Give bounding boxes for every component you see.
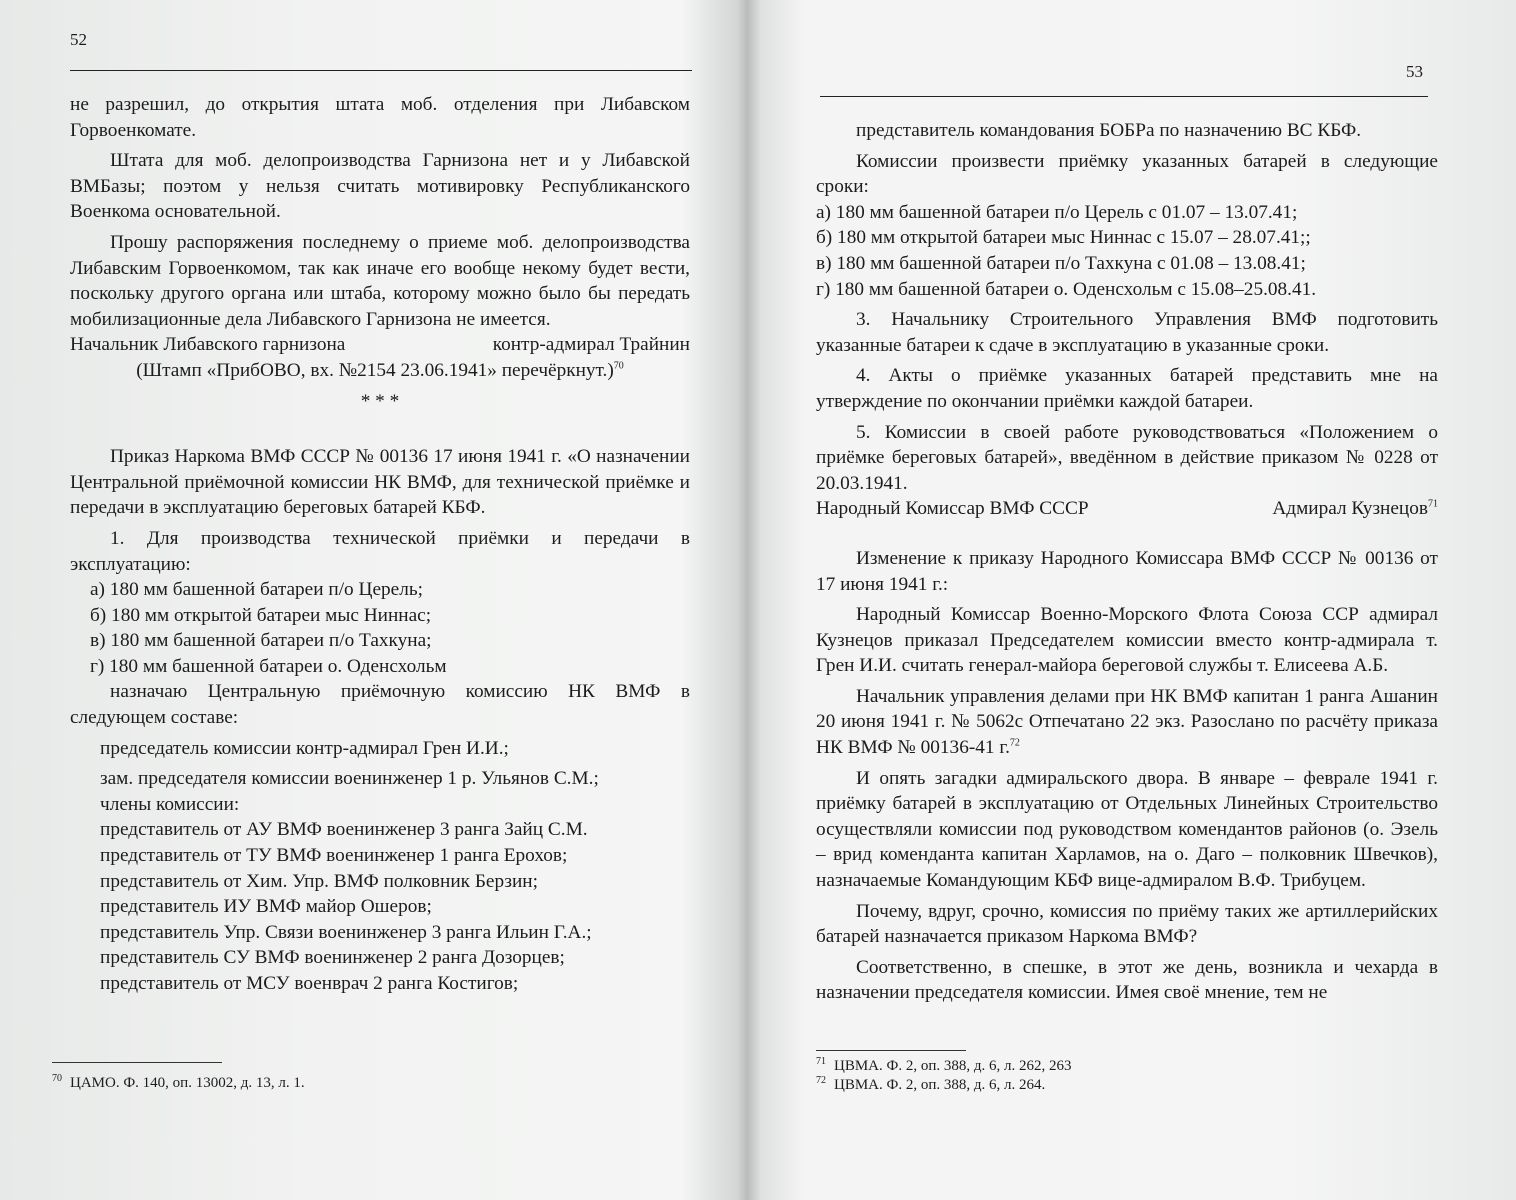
member-item: члены комиссии: <box>100 793 240 815</box>
member-item: представитель СУ ВМФ военинженер 2 ранга Дозорцев; <box>100 947 565 969</box>
schedule-item: г) 180 мм башенной батареи о. Оденсхольм с 15.08–25.08.41. <box>816 278 1317 300</box>
signature-line <box>816 496 1438 522</box>
order-item-3: 3. Начальнику Строительного Управления ВМФ подготовить указанные батареи к сдаче в эксплуатацию в указанные сроки. <box>816 309 1438 356</box>
paragraph: И опять загадки адмиральского двора. В январе – феврале 1941 г. приёмку батарей в эксплуатацию от Отдельных Линейных Строительство осуществляли комиссии под руководством комендантов районов (о. Эзель – врид коменданта капитан Харламов, на о. Даго – полковник Швечков), назначаемые Командующим КБФ вице-адмиралом В.Ф. Трибуцем. <box>816 767 1438 892</box>
footnote-text: ЦАМО. Ф. 140, оп. 13002, д. 13, л. 1. <box>70 1075 305 1091</box>
signature-title: Народный Комиссар ВМФ СССР <box>816 498 1089 520</box>
paragraph: Штата для моб. делопроизводства Гарнизона нет и у Либавской ВМБазы; поэтом у нельзя считать мотивировку Республиканского Военкома основательной. <box>70 150 690 223</box>
footnote-rule-right <box>816 1050 966 1051</box>
header-rule-left <box>70 70 692 71</box>
appoint-text: назначаю Центральную приёмочную комиссию НК ВМФ в следующем составе: <box>70 681 690 729</box>
footnote-item <box>816 1057 1072 1076</box>
order-item-1: 1. Для производства технической приёмки и передачи в эксплуатацию: <box>70 527 690 575</box>
battery-item: г) 180 мм башенной батареи о. Оденсхольм <box>90 655 447 677</box>
signature-name: контр-адмирал Трайнин <box>492 334 690 356</box>
paragraph: Прошу распоряжения последнему о приеме моб. делопроизводства Либавским Горвоенкомом, так как иначе его вообще некому будет вести, поскольку другого органа или штаба, которому можно было бы передать мобилизационные дела Либавского Гарнизона не имеется. <box>70 231 690 330</box>
footnote-ref: 70 <box>613 360 624 372</box>
signature-line <box>70 332 690 358</box>
right-page <box>756 0 1516 1200</box>
footnote-ref: 72 <box>1009 737 1020 749</box>
page-number-right: 53 <box>1406 62 1423 81</box>
order-intro: Приказ Наркома ВМФ СССР № 00136 17 июня 1941 г. «О назначении Центральной приёмочной комиссии НК ВМФ, для технической приёмке и передачи в эксплуатацию береговых батарей КБФ. <box>70 446 690 519</box>
footnote-left <box>52 1074 305 1093</box>
footnote-item <box>816 1076 1072 1095</box>
member-item: председатель комиссии контр-адмирал Грен И.И.; <box>100 737 509 759</box>
footnote-text: ЦВМА. Ф. 2, оп. 388, д. 6, л. 264. <box>834 1077 1046 1093</box>
member-item: представитель от МСУ военврач 2 ранга Костигов; <box>100 973 519 994</box>
signature-name: Адмирал Кузнецов$^{71}$ <box>1272 498 1438 520</box>
member-item: представитель от ТУ ВМФ военинженер 1 ранга Ерохов; <box>100 845 568 867</box>
schedule-item: б) 180 мм открытой батареи мыс Ниннас с 15.07 – 28.07.41;; <box>816 227 1311 249</box>
battery-item: в) 180 мм башенной батареи п/о Тахкуна; <box>90 630 432 652</box>
member-item: представитель от АУ ВМФ военинженер 3 ранга Зайц С.М. <box>100 819 588 841</box>
order-item-5: 5. Комиссии в своей работе руководствоваться «Положением о приёмке береговых батарей», введённом в действие приказом № 0228 от 20.03.1941. <box>816 421 1438 494</box>
footnotes-right <box>816 1057 1072 1095</box>
footnote-mark: 71 <box>816 1056 826 1067</box>
schedule-item: в) 180 мм башенной батареи п/о Тахкуна с 01.08 – 13.08.41; <box>816 252 1306 274</box>
page-number-left: 52 <box>70 30 87 49</box>
member-item: зам. председателя комиссии военинженер 1 р. Ульянов С.М.; <box>100 768 599 790</box>
paragraph: представитель командования БОБРа по назначению ВС КБФ. <box>856 120 1362 141</box>
member-item: представитель от Хим. Упр. ВМФ полковник Берзин; <box>100 870 538 892</box>
battery-item: б) 180 мм открытой батареи мыс Ниннас; <box>90 604 432 626</box>
paragraph: Соответственно, в спешке, в этот же день, возникла и чехарда в назначении председателя комиссии. Имея своё мнение, тем не <box>816 956 1438 1004</box>
member-item: представитель ИУ ВМФ майор Ошеров; <box>100 896 432 918</box>
header-rule-right <box>820 96 1428 97</box>
right-page-body <box>816 118 1438 1006</box>
footnote-ref: 71 <box>1428 498 1438 510</box>
left-page <box>0 0 740 1200</box>
footnote-text: ЦВМА. Ф. 2, оп. 388, д. 6, л. 262, 263 <box>834 1058 1072 1074</box>
signature-title: Начальник Либавского гарнизона <box>70 334 346 356</box>
stamp-note: (Штамп «ПрибОВО, вх. №2154 23.06.1941» перечёркнут.)$^{70}$ <box>136 359 624 381</box>
left-page-body <box>70 92 690 997</box>
member-item: представитель Упр. Связи военинженер 3 ранга Ильин Г.А.; <box>100 921 592 943</box>
head-text: Начальник управления делами при НК ВМФ капитан 1 ранга Ашанин 20 июня 1941 г. № 5062с Отпечатано 22 экз. Разослано по расчёту приказа НК ВМФ № 00136-41 г.$^{72}$ <box>816 685 1438 759</box>
paragraph: Комиссии произвести приёмку указанных батарей в следующие сроки: <box>816 150 1438 198</box>
change-title: Изменение к приказу Народного Комиссара ВМФ СССР № 00136 от 17 июня 1941 г.: <box>816 547 1438 595</box>
paragraph: не разрешил, до открытия штата моб. отделения при Либавском Горвоенкомате. <box>70 94 690 141</box>
paragraph: Почему, вдруг, срочно, комиссия по приёму таких же артиллерийских батарей назначается приказом Наркома ВМФ? <box>816 900 1438 948</box>
footnote-rule-left <box>52 1062 222 1063</box>
battery-item: а) 180 мм башенной батареи п/о Церель; <box>90 579 423 601</box>
footnote-mark: 70 <box>52 1073 62 1084</box>
footnote-mark: 72 <box>816 1075 826 1086</box>
change-text: Народный Комиссар Военно-Морского Флота Союза ССР адмирал Кузнецов приказал Председателем комиссии вместо контр-адмирала т. Грен И.И. считать генерал-майора береговой службы т. Елисеева А.Б. <box>816 604 1438 677</box>
section-divider: * * * <box>360 390 400 412</box>
order-item-4: 4. Акты о приёмке указанных батарей представить мне на утверждение по окончании приёмки каждой батареи. <box>816 365 1438 412</box>
schedule-item: а) 180 мм башенной батареи п/о Церель с 01.07 – 13.07.41; <box>816 201 1298 223</box>
